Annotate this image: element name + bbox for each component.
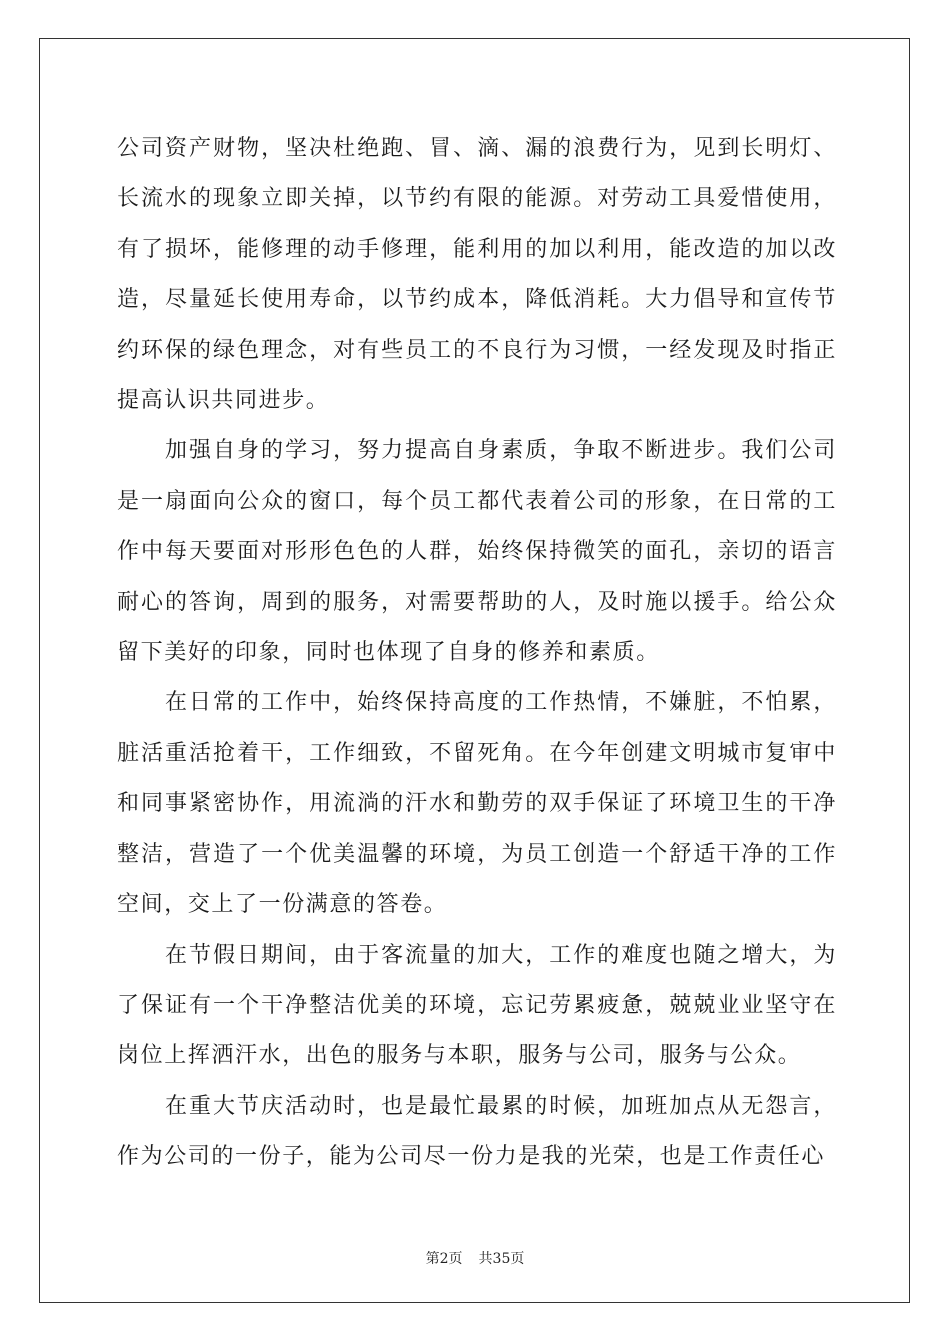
paragraph-2: 加强自身的学习，努力提高自身素质，争取不断进步。我们公司是一扇面向公众的窗口，每个员工都代表着公司的形象，在日常的工作中每天要面对形形色色的人群，始终保持微笑的面孔，亲切的语言耐心的答询，周到的服务，对需要帮助的人，及时施以援手。给公众留下美好的印象，同时也体现了自身的修养和素质。 (117, 438, 837, 666)
total-pages: 共35页 (478, 1251, 525, 1267)
page-footer (0, 1248, 950, 1268)
document-body (117, 124, 837, 1183)
paragraph-4: 在节假日期间，由于客流量的加大，工作的难度也随之增大，为了保证有一个干净整洁优美的环境，忘记劳累疲惫，兢兢业业坚守在岗位上挥洒汗水，出色的服务与本职，服务与公司，服务与公众。 (117, 942, 837, 1069)
paragraph-5: 在重大节庆活动时，也是最忙最累的时候，加班加点从无怨言，作为公司的一份子，能为公司尽一份力是我的光荣，也是工作责任心 (117, 1093, 837, 1170)
paragraph-1: 公司资产财物，坚决杜绝跑、冒、滴、漏的浪费行为，见到长明灯、长流水的现象立即关掉，以节约有限的能源。对劳动工具爱惜使用，有了损坏，能修理的动手修理，能利用的加以利用，能改造的加以改造，尽量延长使用寿命，以节约成本，降低消耗。大力倡导和宣传节约环保的绿色理念，对有些员工的不良行为习惯，一经发现及时指正提高认识共同进步。 (117, 136, 837, 414)
paragraph-3: 在日常的工作中，始终保持高度的工作热情，不嫌脏，不怕累，脏活重活抢着干，工作细致，不留死角。在今年创建文明城市复审中和同事紧密协作，用流淌的汗水和勤劳的双手保证了环境卫生的干净整洁，营造了一个优美温馨的环境，为员工创造一个舒适干净的工作空间，交上了一份满意的答卷。 (117, 690, 837, 918)
page-number: 第2页 (425, 1251, 463, 1267)
